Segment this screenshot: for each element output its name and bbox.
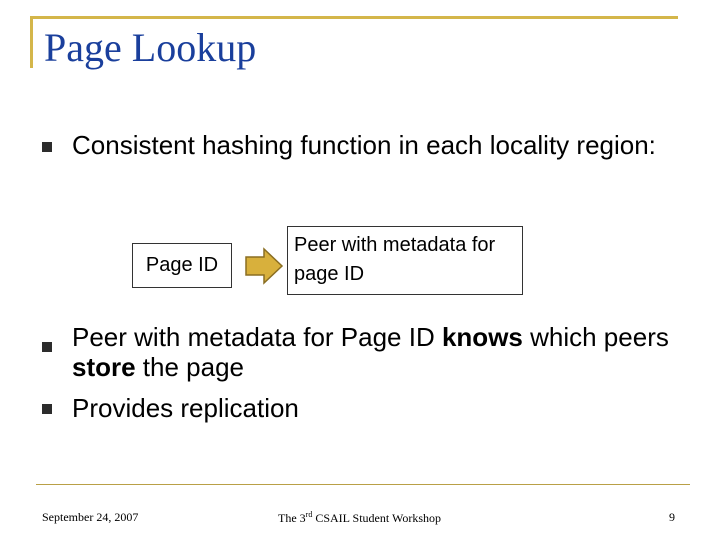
square-bullet-icon: [42, 142, 52, 152]
bullet-text-peer-knows: [72, 322, 692, 382]
footer-workshop: [278, 510, 441, 526]
footer-workshop-prefix: The 3: [278, 511, 306, 525]
peer-metadata-label: Peer with metadata for page ID: [294, 234, 496, 285]
right-arrow-icon: [244, 247, 284, 285]
page-id-box: [132, 243, 232, 288]
bullet-text-emphasis: knows: [441, 322, 523, 352]
title-frame-left: [30, 16, 33, 68]
page-id-label: Page ID: [145, 254, 219, 276]
title-frame-top: [30, 16, 678, 19]
bullet-text-replication: Provides replication: [72, 393, 299, 423]
footer-divider: [36, 484, 690, 485]
bullet-text-part: which peers: [522, 322, 669, 352]
footer-page-number: 9: [669, 510, 675, 524]
bullet-text-part: Peer with metadata for Page ID: [72, 322, 442, 352]
footer-workshop-suffix: CSAIL Student Workshop: [312, 511, 442, 525]
footer-date: September 24, 2007: [42, 510, 139, 524]
bullet-text-consistent-hashing: Consistent hashing function in each locality region:: [72, 130, 656, 160]
bullet-text-part: the page: [135, 352, 245, 382]
peer-metadata-box: [287, 226, 523, 295]
slide-title: Page Lookup: [44, 25, 257, 70]
square-bullet-icon: [42, 404, 52, 414]
bullet-text-emphasis: store: [72, 352, 136, 382]
square-bullet-icon: [42, 342, 52, 352]
footer-workshop-sup: rd: [305, 510, 313, 519]
